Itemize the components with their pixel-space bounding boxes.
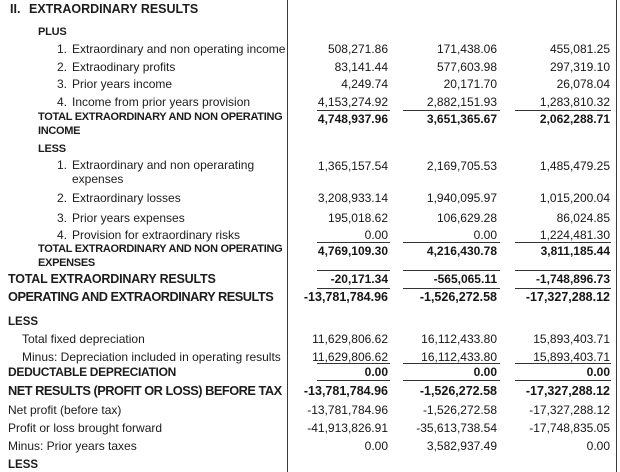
section-title <box>0 0 287 16</box>
total-rule-segment <box>317 363 390 364</box>
value-col2: 16,112,433.80 <box>421 332 497 346</box>
value-col1: 0.00 <box>364 228 388 242</box>
total-label: NET RESULTS (PROFIT OR LOSS) BEFORE TAX <box>8 383 282 398</box>
value-col3: 455,081.25 <box>549 42 610 56</box>
value-col1: 0.00 <box>364 365 388 379</box>
value-col2: 106,629.28 <box>436 210 497 225</box>
value-col1: 0.00 <box>364 439 388 453</box>
row-total-nonoperating-expenses <box>0 242 620 270</box>
row-less-header <box>0 454 620 472</box>
table-row <box>0 40 620 58</box>
total-rule-segment <box>317 110 390 111</box>
value-col1: 508,271.86 <box>327 42 388 56</box>
total-label: OPERATING AND EXTRAORDINARY RESULTS <box>8 289 274 304</box>
value-col2: 171,438.06 <box>436 42 497 56</box>
value-col3: -17,327,288.12 <box>525 290 610 304</box>
total-rule-segment <box>515 110 611 111</box>
total-rule-segment <box>403 110 500 111</box>
item-number: 4. <box>57 94 68 109</box>
row-label <box>0 93 287 109</box>
value-col1: 1,365,157.54 <box>317 159 388 173</box>
row-deductable-depreciation <box>0 363 620 380</box>
item-label: Prior years expenses <box>72 210 185 225</box>
total-rule-segment <box>317 242 390 243</box>
table-row <box>0 209 620 227</box>
total-rule-segment <box>403 288 500 289</box>
value-col1: 4,748,937.96 <box>317 112 388 126</box>
value-col1: 3,208,933.14 <box>317 191 388 205</box>
row-label <box>0 188 287 205</box>
item-number: 1. <box>57 42 68 56</box>
value-col1: -20,171.34 <box>330 272 388 286</box>
value-col2: 3,651,365.67 <box>426 112 497 126</box>
value-col2: 0.00 <box>473 228 497 242</box>
value-col3: 1,485,479.25 <box>539 159 610 173</box>
value-col2: 0.00 <box>473 365 497 379</box>
row-label <box>0 209 287 225</box>
table-row <box>0 188 620 209</box>
table-row <box>0 157 620 188</box>
item-label: Provision for extraordinary risks <box>72 228 241 242</box>
row-total-extraordinary-results <box>0 270 620 288</box>
value-col2: 1,940,095.97 <box>426 191 497 205</box>
value-col1: -13,781,784.96 <box>303 290 388 304</box>
value-col1: -41,913,826.91 <box>307 421 388 435</box>
value-col3: 0.00 <box>586 439 610 453</box>
total-rule-segment <box>317 380 390 381</box>
value-col2: -565,065.11 <box>433 272 497 286</box>
section-title-text: EXTRAORDINARY RESULTS <box>29 2 199 16</box>
row-label: Profit or loss brought forward <box>8 421 163 435</box>
row-label <box>0 226 287 242</box>
total-label: TOTAL EXTRAORDINARY AND NON OPERATING EXPENSES <box>38 243 283 269</box>
value-col2: 4,216,430.78 <box>426 244 497 258</box>
table-row <box>0 226 620 242</box>
item-label: Extraordinary and non operarating expenses <box>72 158 255 186</box>
row-label: Total fixed depreciation <box>22 332 145 346</box>
value-col1: 11,629,806.62 <box>312 350 388 364</box>
row-net-results-before-tax <box>0 380 620 401</box>
group-header-label: LESS <box>8 459 39 471</box>
table-row <box>0 401 620 419</box>
value-col3: 15,893,403.71 <box>533 332 610 346</box>
value-col3: -17,327,288.12 <box>525 384 610 398</box>
total-rule-segment <box>515 363 611 364</box>
row-less-header <box>0 310 620 330</box>
group-header-label: LESS <box>38 143 66 155</box>
item-label: Prior years income <box>72 77 173 91</box>
item-label: Extraordinary and non operating income <box>72 42 286 56</box>
value-col1: 83,141.44 <box>334 59 388 74</box>
total-rule-segment <box>515 380 611 381</box>
item-number: 2. <box>57 59 68 74</box>
table-row <box>0 93 620 111</box>
row-label <box>0 157 287 186</box>
value-col3: -17,748,835.05 <box>529 421 610 435</box>
row-section-title <box>0 0 620 22</box>
total-rule-segment <box>515 242 611 243</box>
row-plus-header <box>0 22 620 40</box>
total-rule-segment <box>515 288 611 289</box>
total-rule-segment <box>403 363 500 364</box>
value-col1: -13,781,784.96 <box>303 384 388 398</box>
item-label: Extraordinary losses <box>72 191 181 205</box>
total-rule-segment <box>403 380 500 381</box>
item-number: 1. <box>57 158 68 172</box>
row-label: Minus: Depreciation included in operating results <box>22 350 281 364</box>
item-label: Extraodinary profits <box>72 59 176 74</box>
value-col3: -17,327,288.12 <box>529 403 610 417</box>
table-row <box>0 330 620 348</box>
value-col2: -1,526,272.58 <box>419 384 497 398</box>
value-col3: 3,811,185.44 <box>540 244 610 258</box>
row-less-header <box>0 140 620 157</box>
total-rule-segment <box>317 288 390 289</box>
table-row <box>0 58 620 76</box>
group-header-label: LESS <box>8 316 39 328</box>
row-operating-and-extraordinary-results <box>0 288 620 310</box>
total-rule-segment <box>515 270 611 271</box>
value-col3: 26,078.04 <box>556 77 610 91</box>
value-col3: -1,748,896.73 <box>535 272 610 286</box>
item-number: 4. <box>57 228 68 242</box>
row-label <box>0 40 287 56</box>
table-row <box>0 437 620 454</box>
value-col2: -1,526,272.58 <box>419 290 497 304</box>
item-label: Income from prior years provision <box>72 94 251 109</box>
row-label: Minus: Prior years taxes <box>8 439 137 453</box>
value-col3: 297,319.10 <box>549 59 610 74</box>
value-col2: 3,582,937.49 <box>426 439 497 453</box>
table-row <box>0 75 620 93</box>
value-col3: 86,024.85 <box>556 210 610 225</box>
table-row <box>0 348 620 363</box>
value-col2: 2,882,151.93 <box>426 94 497 109</box>
total-rule-segment <box>403 270 500 271</box>
value-col3: 1,283,810.32 <box>539 94 610 109</box>
item-number: 3. <box>57 210 68 225</box>
value-col2: -35,613,738.54 <box>416 421 497 435</box>
table-row <box>0 419 620 437</box>
row-label: Net profit (before tax) <box>8 403 122 417</box>
value-col1: 4,769,109.30 <box>317 244 388 258</box>
value-col3: 2,062,288.71 <box>539 112 610 126</box>
group-header-label: PLUS <box>38 26 67 38</box>
value-col1: 195,018.62 <box>327 210 388 225</box>
value-col3: 1,015,200.04 <box>539 191 610 205</box>
item-number: 2. <box>57 191 68 205</box>
value-col1: -13,781,784.96 <box>307 403 388 417</box>
value-col3: 15,893,403.71 <box>533 350 610 364</box>
value-col3: 0.00 <box>586 365 610 379</box>
row-label <box>0 58 287 74</box>
value-col1: 11,629,806.62 <box>312 332 388 346</box>
total-label: TOTAL EXTRAORDINARY AND NON OPERATING INCOME <box>38 111 283 137</box>
item-number: 3. <box>57 77 68 91</box>
value-col2: 2,169,705.53 <box>426 159 497 173</box>
total-rule-segment <box>403 242 500 243</box>
total-label: DEDUCTABLE DEPRECIATION <box>8 365 176 379</box>
total-rule-segment <box>317 270 390 271</box>
value-col2: -1,526,272.58 <box>422 403 497 417</box>
value-col3: 1,224,481.30 <box>539 228 610 242</box>
section-number: II. <box>10 2 21 16</box>
value-col2: 20,171.70 <box>443 77 497 91</box>
value-col1: 4,249.74 <box>341 77 388 91</box>
row-label <box>0 75 287 91</box>
value-col2: 16,112,433.80 <box>421 350 497 364</box>
value-col1: 4,153,274.92 <box>317 94 388 109</box>
total-label: TOTAL EXTRAORDINARY RESULTS <box>8 272 216 286</box>
row-total-nonoperating-income <box>0 110 620 140</box>
value-col2: 577,603.98 <box>436 59 497 74</box>
